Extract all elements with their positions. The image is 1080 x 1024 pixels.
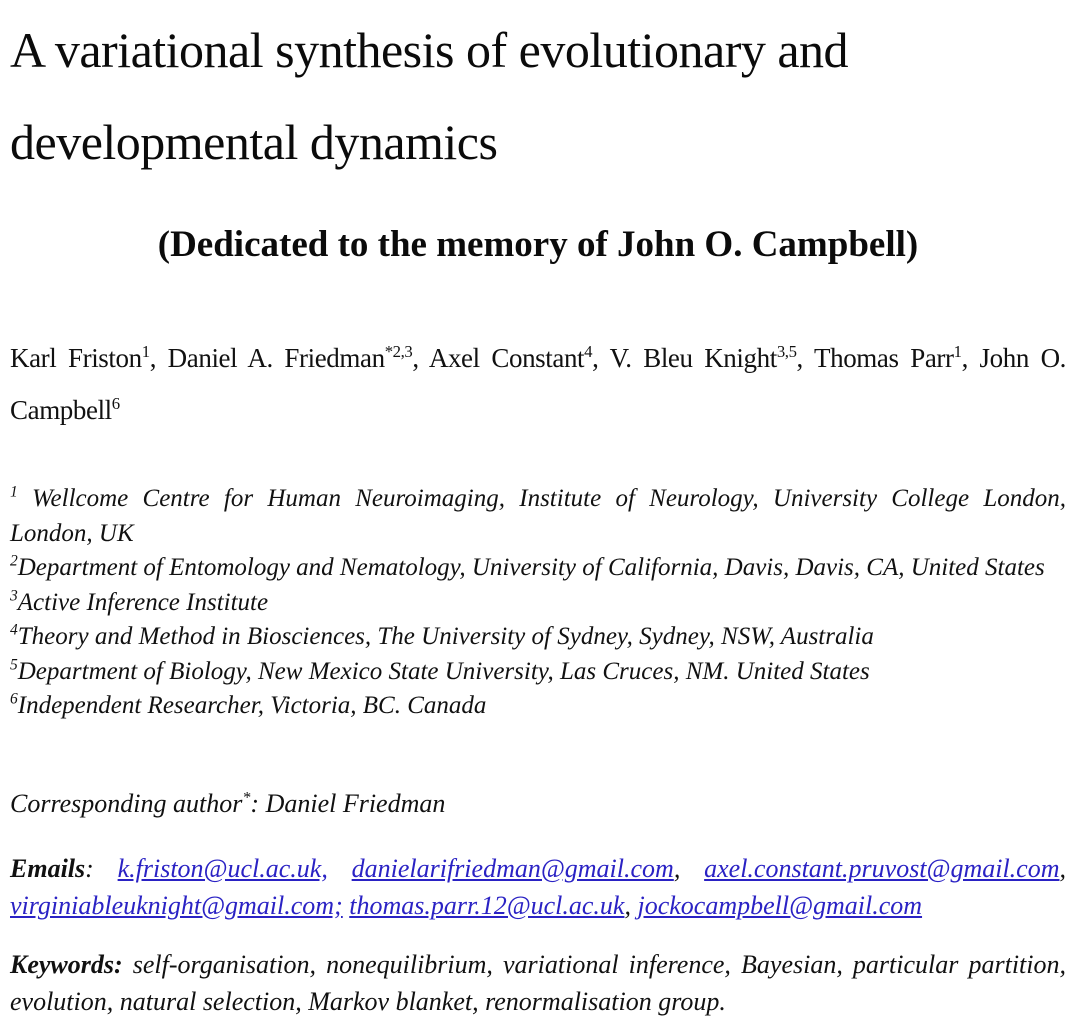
author-name: Axel Constant [428,343,585,373]
email-link[interactable]: thomas.parr.12@ucl.ac.uk [349,890,625,920]
author-affiliation-sup: 4 [584,342,593,361]
affiliation-line [10,689,1066,724]
keywords-text: self-organisation, nonequilibrium, variational inference, Bayesian, particular partition, evolution, natural selection, Markov blanket, renormalisation group. [10,949,1066,1016]
author-separator: , [961,343,980,373]
affiliation-text: Department of Entomology and Nematology, University of California, Davis, Davis, CA, United States [17,554,1045,581]
author-affiliation-sup: 3,5 [776,342,797,361]
email-link[interactable]: virginiableuknight@gmail.com; [10,890,343,920]
corresponding-author-name: : Daniel Friedman [250,788,446,818]
author-name: Thomas Parr [814,343,954,373]
keywords-line [10,946,1066,1020]
keywords-label: Keywords: [10,949,123,979]
affiliation-text: Theory and Method in Biosciences, The University of Sydney, Sydney, NSW, Australia [17,623,874,650]
author-separator: , [796,343,815,373]
author-name: V. Bleu Knight [609,343,777,373]
author [814,343,980,373]
author-affiliation-sup: 6 [111,394,120,413]
email-separator: , [624,890,638,920]
emails-colon: : [85,853,118,883]
author-name: Daniel A. Friedman [167,343,385,373]
affiliation-line [10,551,1066,586]
affiliation-text: Department of Biology, New Mexico State University, Las Cruces, NM. United States [17,657,870,685]
author-affiliation-sup: *2,3 [384,342,413,361]
affiliation-text: Wellcome Centre for Human Neuroimaging, Institute of Neurology, University College London, London, UK [10,485,1066,547]
author-separator: , [149,343,168,373]
corresponding-author-label: Corresponding author [10,788,243,818]
email-separator: , [1059,853,1066,883]
affiliation-number: 5 [10,656,18,674]
email-link[interactable]: k.friston@ucl.ac.uk, [117,853,328,883]
emails-label: Emails [10,853,86,883]
email-separator: , [673,853,705,883]
corresponding-author-asterisk: * [242,788,251,806]
author [429,343,610,373]
author-name: John O. Campbell [10,343,1067,425]
affiliation-number: 2 [10,552,18,570]
corresponding-author-line [10,786,1066,822]
affiliation-line [10,586,1066,621]
affiliation-list [10,482,1066,724]
author-list [10,332,1066,436]
affiliation-line [10,655,1066,690]
paper-title-line-1: A variational synthesis of evolutionary and [10,22,849,78]
emails-line [10,850,1066,924]
author-affiliation-sup: 1 [953,342,962,361]
author-name: Karl Friston [10,343,142,373]
author [10,343,168,373]
author [168,343,429,373]
author-separator: , [592,343,610,373]
author-separator: , [412,343,429,373]
email-link[interactable]: danielarifriedman@gmail.com [351,853,674,883]
affiliation-number: 3 [10,587,18,605]
paper-title [10,4,1066,188]
author [610,343,814,373]
affiliation-number: 4 [10,621,18,639]
paper-title-line-2: developmental dynamics [10,114,498,170]
dedication-line: (Dedicated to the memory of John O. Campbell) [157,224,919,265]
affiliation-number: 6 [10,690,18,708]
email-link[interactable]: axel.constant.pruvost@gmail.com [704,853,1060,883]
affiliation-line [10,620,1066,655]
email-separator [328,854,352,883]
author-affiliation-sup: 1 [141,342,150,361]
email-link[interactable]: jockocampbell@gmail.com [637,890,923,920]
affiliation-text: Independent Researcher, Victoria, BC. Canada [17,692,487,719]
affiliation-line [10,482,1066,551]
affiliation-text: Active Inference Institute [17,588,269,616]
affiliation-number: 1 [10,483,18,501]
